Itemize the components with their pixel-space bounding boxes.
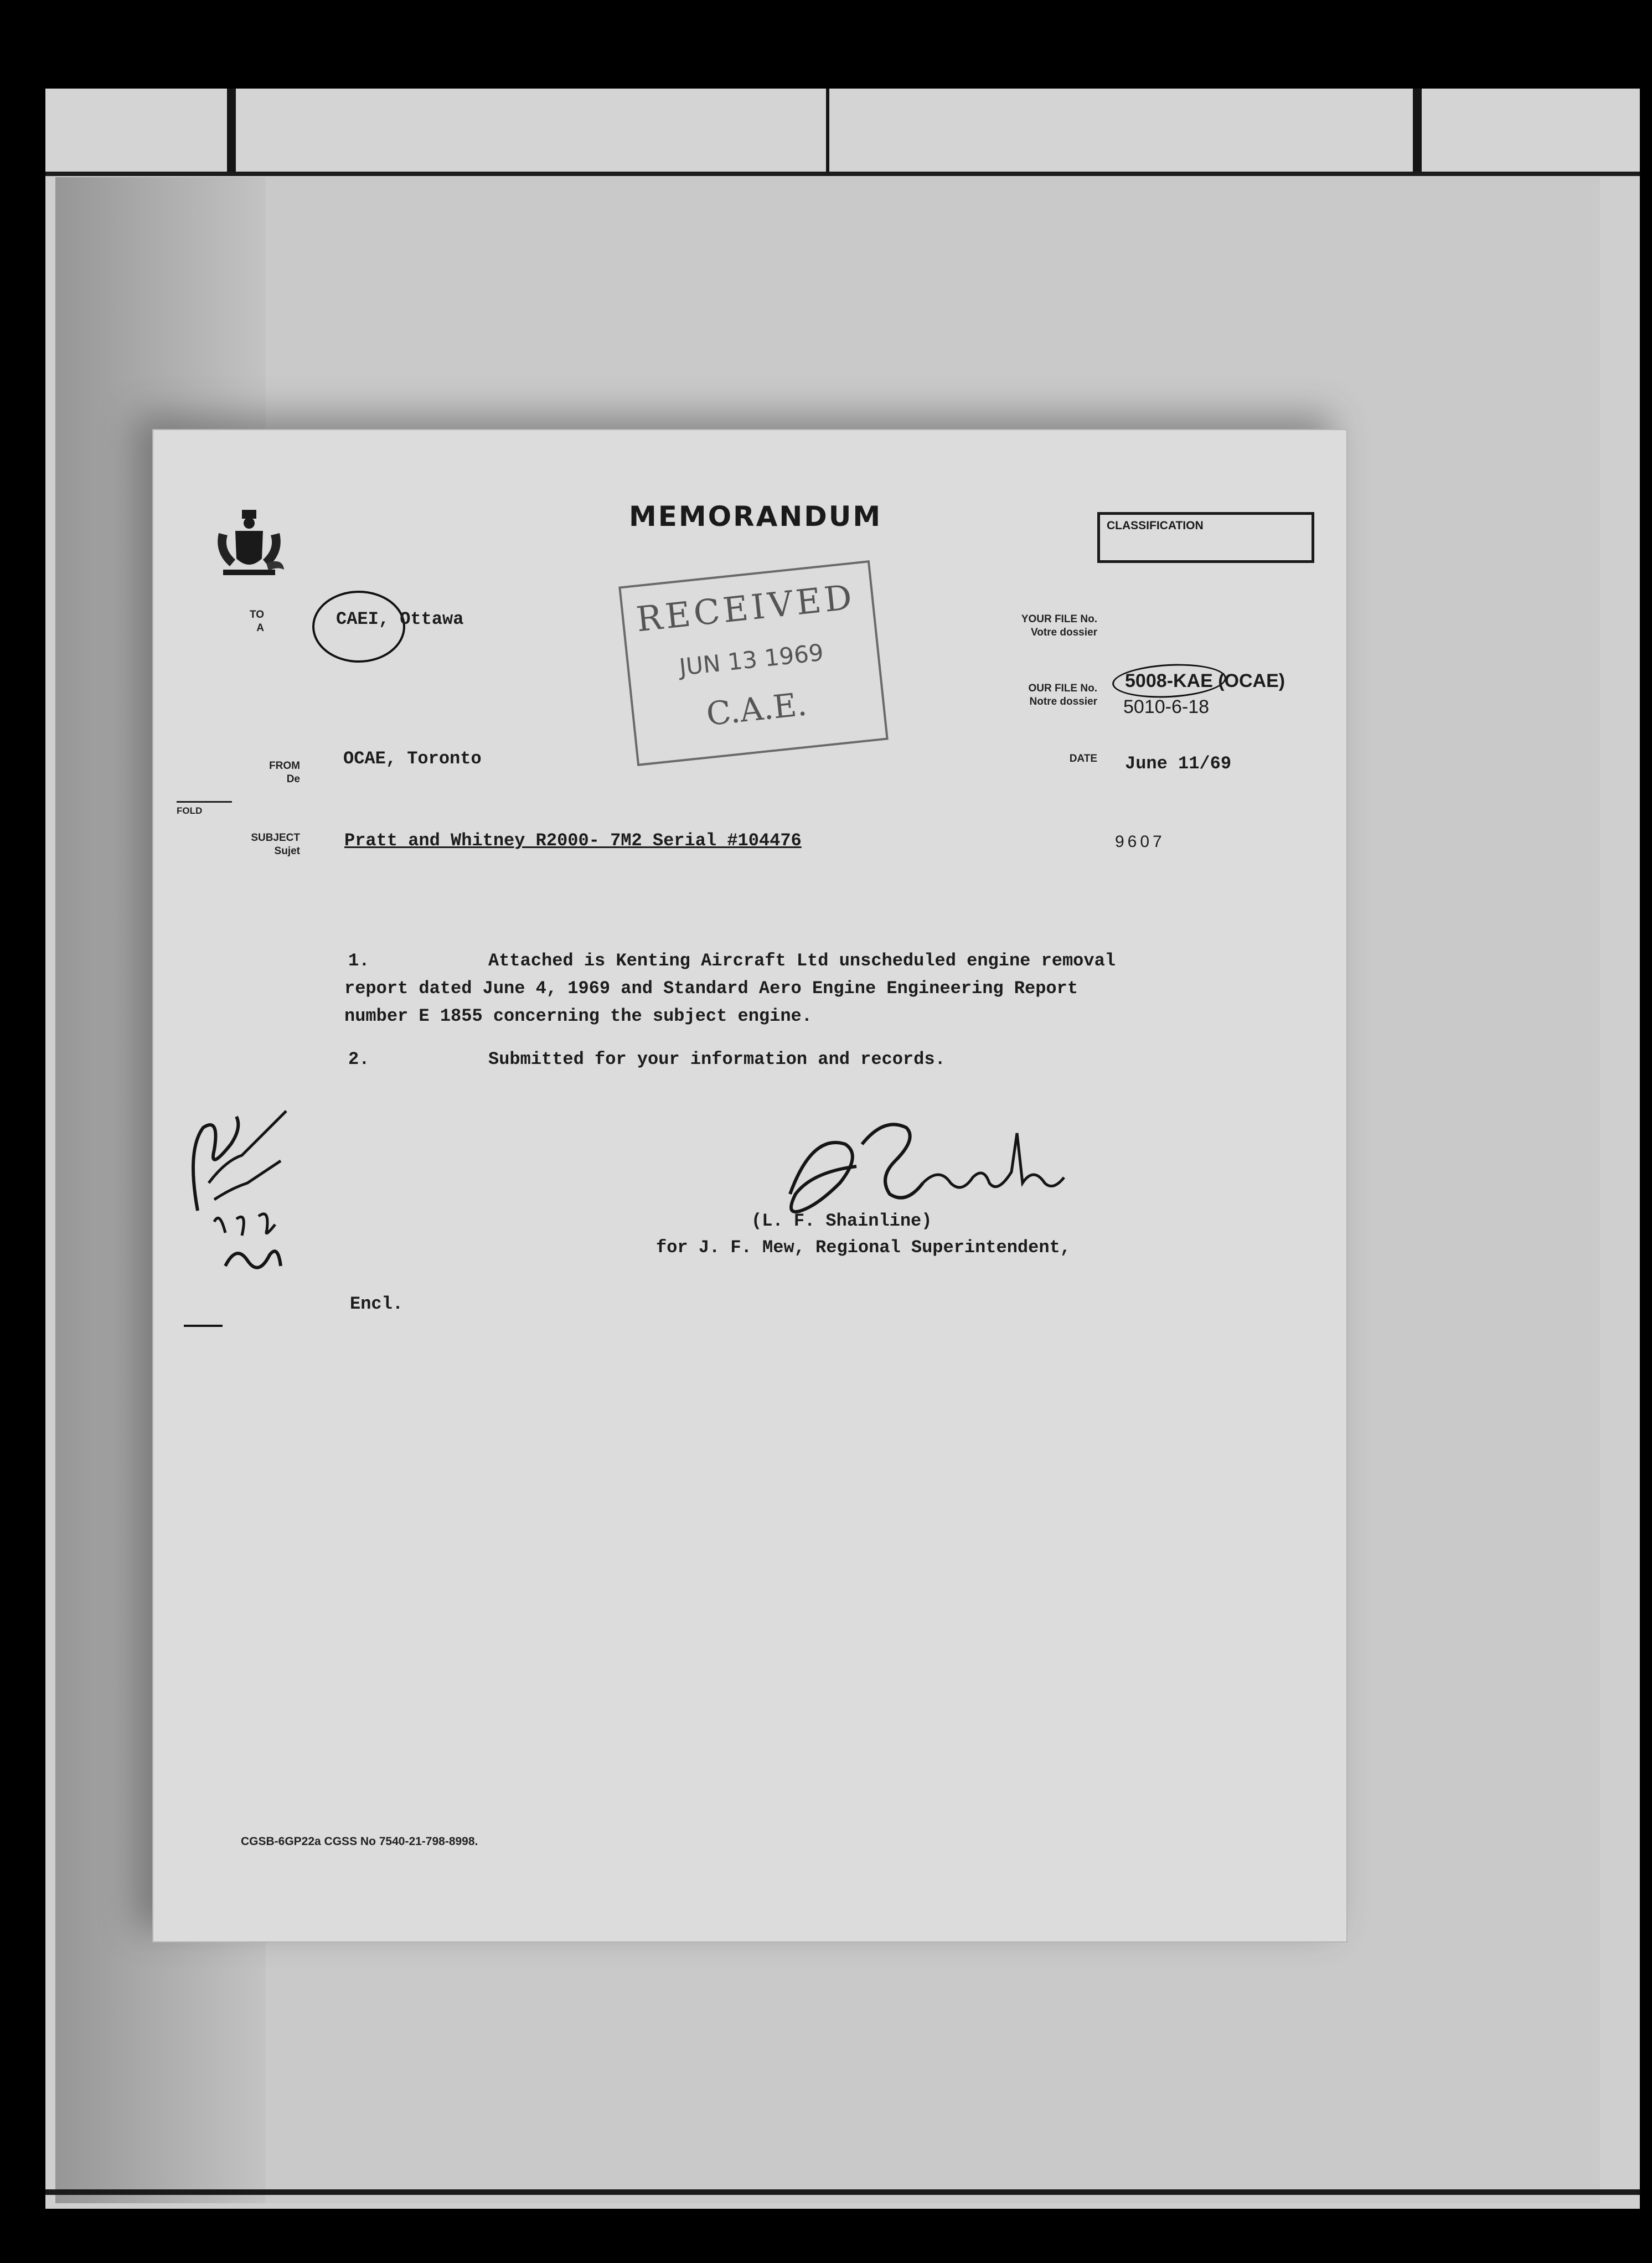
document-number: 9607 <box>1115 833 1165 851</box>
handwritten-note <box>175 1105 303 1288</box>
to-label: TO A <box>249 609 264 634</box>
fold-label: FOLD <box>177 805 203 816</box>
form-number-footer: CGSB-6GP22a CGSS No 7540-21-798-8998. <box>241 1835 478 1848</box>
paragraph-1-line: Attached is Kenting Aircraft Ltd unscheduled engine removal <box>488 950 1116 971</box>
film-divider <box>1413 89 1422 172</box>
to-value: CAEI, Ottawa <box>336 609 464 629</box>
paragraph-1-line: number E 1855 concerning the subject engine. <box>344 1006 812 1026</box>
signatory-title: for J. F. Mew, Regional Superintendent, <box>656 1237 1071 1258</box>
subject-value: Pratt and Whitney R2000- 7M2 Serial #104476 <box>344 830 802 851</box>
memorandum-page <box>152 429 1348 1942</box>
signatory-name: (L. F. Shainline) <box>751 1211 932 1231</box>
paragraph-2-number: 2. <box>348 1049 370 1070</box>
paragraph-2-line: Submitted for your information and records. <box>488 1049 946 1070</box>
margin-mark <box>184 1325 223 1327</box>
classification-label: CLASSIFICATION <box>1107 519 1204 532</box>
date-label: DATE <box>1069 753 1097 764</box>
from-value: OCAE, Toronto <box>343 748 482 769</box>
from-label: FROM De <box>269 760 300 785</box>
our-file-label: OUR FILE No. Notre dossier <box>1028 683 1097 707</box>
enclosure-note: Encl. <box>350 1294 404 1314</box>
stamp-office: C.A.E. <box>704 685 809 733</box>
subject-label: SUBJECT Sujet <box>251 832 300 857</box>
our-file-value: 5008-KAE (OCAE) <box>1125 670 1286 691</box>
film-bottom-edge <box>45 2189 1640 2195</box>
coat-of-arms-icon <box>213 509 285 586</box>
fold-line <box>177 801 232 803</box>
classification-box <box>1097 512 1314 563</box>
film-header-strip <box>45 89 1640 176</box>
stamp-received: RECEIVED <box>634 576 858 640</box>
memo-title: MEMORANDUM <box>629 500 882 533</box>
received-stamp <box>618 560 889 766</box>
signature <box>779 1111 1067 1227</box>
your-file-label: YOUR FILE No. Votre dossier <box>1021 613 1097 638</box>
paragraph-1-number: 1. <box>348 950 370 971</box>
film-divider <box>826 89 829 172</box>
paragraph-1-line: report dated June 4, 1969 and Standard Aero Engine Engineering Report <box>344 978 1078 999</box>
our-file-secondary: 5010-6-18 <box>1123 696 1210 717</box>
stamp-date: JUN 13 1969 <box>678 638 825 681</box>
film-divider <box>227 89 236 172</box>
date-value: June 11/69 <box>1125 753 1232 774</box>
